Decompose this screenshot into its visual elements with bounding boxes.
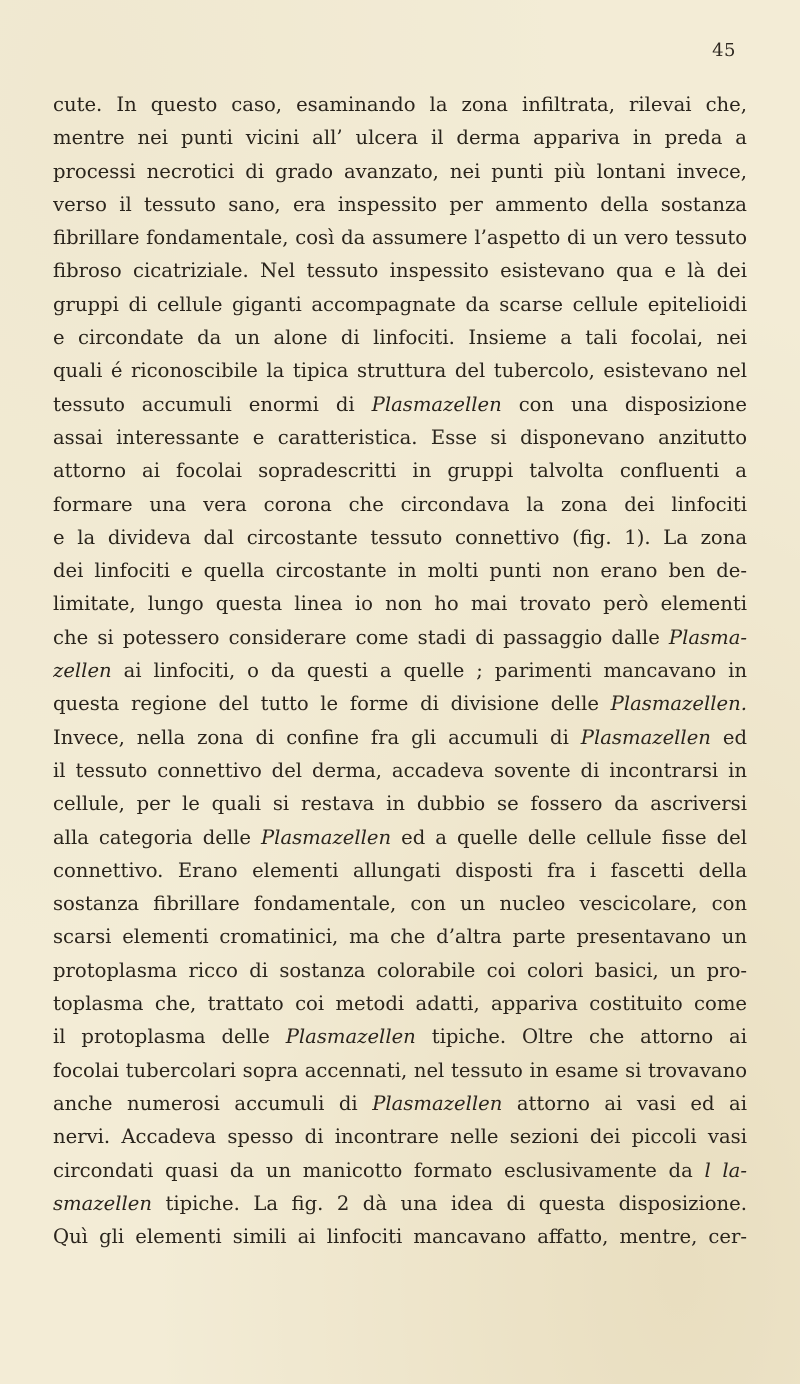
text-line <box>53 388 747 421</box>
italic-term: Plasmazellen <box>580 725 711 749</box>
italic-term: Plasma- <box>668 625 747 649</box>
text-run: anche numerosi accumuli di <box>53 1091 373 1115</box>
text-line <box>53 687 747 720</box>
italic-term: l la- <box>704 1158 747 1182</box>
text-line <box>53 821 747 854</box>
text-line <box>53 721 747 754</box>
text-run: tessuto accumuli enormi di <box>53 392 372 416</box>
text-run: ai linfociti, o da questi a quelle ; parimenti mancavano in <box>111 659 747 683</box>
italic-term: Plasmazellen <box>285 1025 416 1049</box>
text-line <box>53 421 747 454</box>
text-line <box>53 188 747 221</box>
italic-term: zellen <box>53 659 112 683</box>
text-run: quali é riconoscibile la tipica struttura del tubercolo, esistevano nel <box>53 359 747 383</box>
text-line <box>53 654 747 687</box>
text-run: formare una vera corona che circondava la zona dei linfociti <box>53 492 747 516</box>
text-run: circondati quasi da un manicotto formato esclusivamente da <box>53 1158 705 1182</box>
text-line <box>53 887 747 920</box>
text-run: fibrillare fondamentale, così da assumere l’aspetto di un vero tessuto <box>53 226 747 250</box>
text-run: limitate, lungo questa linea io non ho mai trovato però elementi <box>53 592 747 616</box>
text-line <box>53 1154 747 1187</box>
text-line <box>53 488 747 521</box>
italic-term: Plasmazellen <box>261 825 392 849</box>
text-line <box>53 621 747 654</box>
text-line <box>53 1187 747 1220</box>
text-line <box>53 1054 747 1087</box>
text-line <box>53 1120 747 1153</box>
text-run: Invece, nella zona di confine fra gli accumuli di <box>53 725 581 749</box>
text-line <box>53 321 747 354</box>
text-line <box>53 454 747 487</box>
text-line <box>53 121 747 154</box>
text-run: processi necrotici di grado avanzato, nei punti più lontani invece, <box>53 159 747 183</box>
italic-term: Plasmazellen <box>372 1091 503 1115</box>
text-line <box>53 88 747 121</box>
text-run: il tessuto connettivo del derma, accadeva sovente di incontrarsi in <box>53 758 747 782</box>
text-run: e circondate da un alone di linfociti. Insieme a tali focolai, nei <box>53 326 747 350</box>
italic-term: Plasmazellen <box>371 392 502 416</box>
text-line <box>53 354 747 387</box>
text-line <box>53 920 747 953</box>
text-line <box>53 587 747 620</box>
text-run: dei linfociti e quella circostante in molti punti non erano ben de- <box>53 559 747 583</box>
text-run: tipiche. La fig. 2 dà una idea di questa disposizione. <box>151 1191 747 1215</box>
text-line <box>53 754 747 787</box>
text-run: fibroso cicatriziale. Nel tessuto inspessito esistevano qua e là dei <box>53 259 747 283</box>
text-line <box>53 1087 747 1120</box>
text-run: focolai tubercolari sopra accennati, nel tessuto in esame si trovavano <box>53 1058 747 1082</box>
text-run: questa regione del tutto le forme di divisione delle <box>53 692 611 716</box>
text-line <box>53 554 747 587</box>
text-line <box>53 155 747 188</box>
text-run: il protoplasma delle <box>53 1025 286 1049</box>
text-run: mentre nei punti vicini all’ ulcera il derma appariva in preda a <box>53 126 747 150</box>
text-line <box>53 288 747 321</box>
page-number: 45 <box>712 40 736 61</box>
text-run: alla categoria delle <box>53 825 261 849</box>
text-run: verso il tessuto sano, era inspessito per ammento della sostanza <box>53 192 747 216</box>
text-line <box>53 954 747 987</box>
italic-term: Plasmazellen. <box>610 692 747 716</box>
text-run: nervi. Accadeva spesso di incontrare nelle sezioni dei piccoli vasi <box>53 1125 747 1149</box>
text-line <box>53 254 747 287</box>
text-run: e la divideva dal circostante tessuto connettivo (fig. 1). La zona <box>53 525 747 549</box>
text-line <box>53 1220 747 1253</box>
text-line <box>53 787 747 820</box>
text-run: gruppi di cellule giganti accompagnate da scarse cellule epitelioidi <box>53 292 747 316</box>
text-run: assai interessante e caratteristica. Esse si disponevano anzitutto <box>53 425 747 449</box>
text-line <box>53 221 747 254</box>
body-text <box>53 88 747 1253</box>
text-run: cellule, per le quali si restava in dubbio se fossero da ascriversi <box>53 792 747 816</box>
text-line <box>53 1020 747 1053</box>
italic-term: smazellen <box>53 1191 152 1215</box>
text-run: scarsi elementi cromatinici, ma che d’altra parte presentavano un <box>53 925 747 949</box>
text-run: tipiche. Oltre che attorno ai <box>415 1025 747 1049</box>
text-run: protoplasma ricco di sostanza colorabile coi colori basici, un pro- <box>53 958 747 982</box>
text-run: che si potessero considerare come stadi di passaggio dalle <box>53 625 669 649</box>
text-run: con una disposizione <box>501 392 747 416</box>
text-run: toplasma che, trattato coi metodi adatti, appariva costituito come <box>53 992 747 1016</box>
text-run: Quì gli elementi simili ai linfociti mancavano affatto, mentre, cer- <box>53 1225 747 1249</box>
text-run: attorno ai focolai sopradescritti in gruppi talvolta confluenti a <box>53 459 747 483</box>
text-run: connettivo. Erano elementi allungati disposti fra i fascetti della <box>53 858 747 882</box>
text-run: ed <box>710 725 747 749</box>
text-line <box>53 854 747 887</box>
text-run: attorno ai vasi ed ai <box>502 1091 747 1115</box>
text-run: cute. In questo caso, esaminando la zona infiltrata, rilevai che, <box>53 93 747 116</box>
text-run: sostanza fibrillare fondamentale, con un nucleo vescicolare, con <box>53 892 747 916</box>
text-line <box>53 987 747 1020</box>
text-run: ed a quelle delle cellule fisse del <box>391 825 747 849</box>
text-line <box>53 521 747 554</box>
